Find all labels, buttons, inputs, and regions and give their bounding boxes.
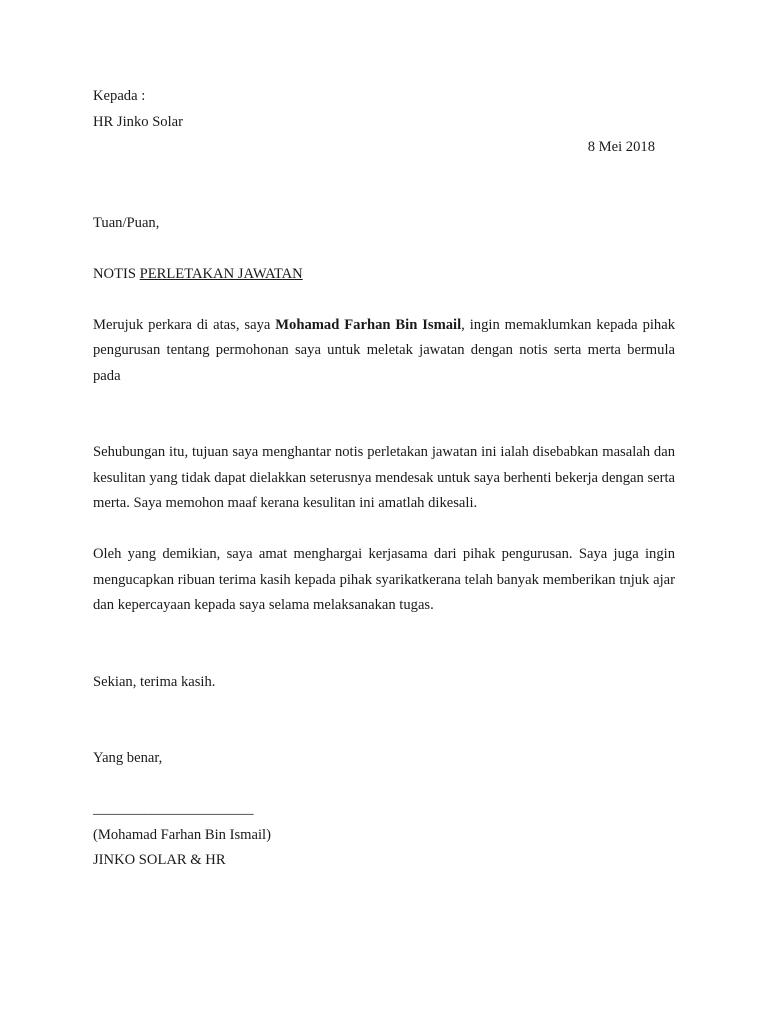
paragraph-intro-after: , ingin memaklumkan kepada pihak pengurusan tentang permohonan saya untuk meletak jawatan dengan notis serta merta bermula pada (93, 316, 676, 384)
recipient-label: Kepada : (93, 88, 146, 104)
letter-date: 8 Mei 2018 (587, 139, 655, 155)
closing-line: Sekian, terima kasih. (93, 673, 216, 690)
paragraph-intro-before: Merujuk perkara di atas, saya (93, 316, 276, 333)
signature-line: ______________________ (93, 801, 254, 817)
salutation: Tuan/Puan, (93, 214, 160, 231)
paragraph-intro (93, 313, 675, 390)
signer-organization: JINKO SOLAR & HR (93, 852, 226, 868)
signer-name: (Mohamad Farhan Bin Ismail) (93, 826, 271, 843)
signoff-line: Yang benar, (93, 750, 163, 766)
sender-name-bold: Mohamad Farhan Bin Ismail (275, 316, 462, 333)
letter-body (93, 84, 675, 874)
subject-title: PERLETAKAN JAWATAN (139, 265, 303, 282)
paragraph-reason: Sehubungan itu, tujuan saya menghantar notis perletakan jawatan ini ialah disebabkan masalah dan kesulitan yang tidak dapat dielakkan seterusnya mendesak untuk saya berhenti bekerja dengan serta merta. Saya memohon maaf kerana kesulitan ini amatlah dikesali. (93, 444, 675, 511)
subject-line (93, 262, 675, 288)
recipient-name: HR Jinko Solar (93, 113, 183, 130)
subject-prefix: NOTIS (93, 265, 140, 282)
paragraph-thanks: Oleh yang demikian, saya amat menghargai kerjasama dari pihak pengurusan. Saya juga ingin mengucapkan ribuan terima kasih kepada pihak syarikatkerana telah banyak memberikan tnjuk ajar dan kepercayaan kepada saya selama melaksanakan tugas. (93, 546, 675, 613)
